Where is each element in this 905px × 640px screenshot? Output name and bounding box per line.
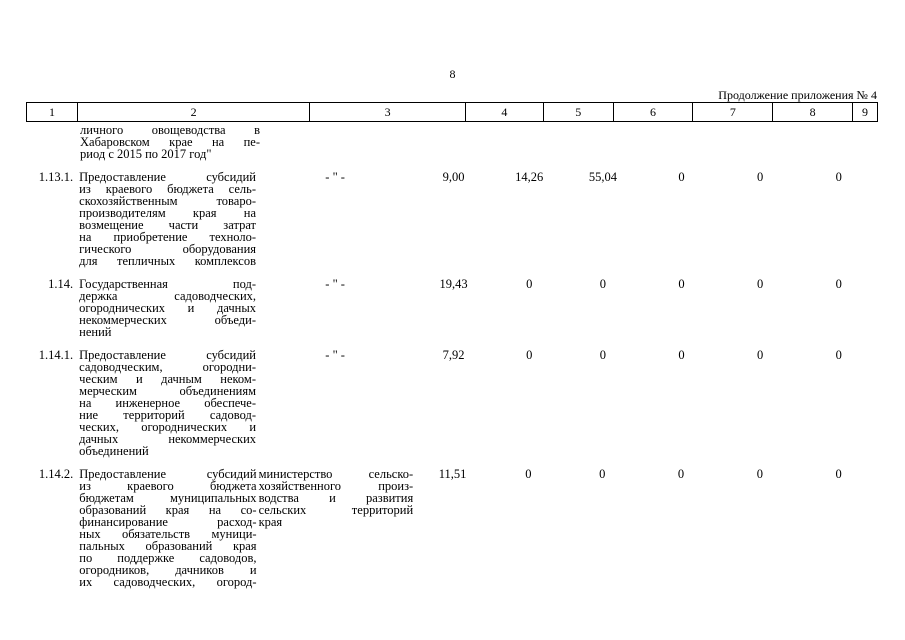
row-name: [80, 124, 260, 160]
value-col-4: 9,00: [442, 170, 465, 184]
table-row: [26, 349, 878, 457]
name-line: ние территорий садовод-: [79, 408, 257, 422]
name-line: дачных некоммерческих: [79, 432, 257, 446]
name-line: производителям края на: [79, 206, 257, 220]
name-line: личного овощеводства в: [80, 123, 260, 137]
header-col-6: 6: [614, 103, 694, 121]
header-col-4: 4: [466, 103, 544, 121]
value-col-9: 0: [835, 467, 842, 481]
table-row: [26, 171, 878, 267]
value-col-6: 55,04: [588, 170, 617, 184]
value-col-5: 0: [525, 467, 532, 481]
name-line: Предоставление субсидий: [79, 170, 257, 184]
name-line: объединений: [79, 444, 149, 458]
name-line: огороднических и дачных: [79, 301, 257, 315]
header-col-7: 7: [693, 103, 773, 121]
value-col-8: 0: [756, 467, 763, 481]
table-body: [26, 124, 878, 599]
name-line: нений: [79, 325, 112, 339]
table-row-continued: [26, 124, 878, 160]
value-col-8: 0: [756, 348, 764, 362]
page-number: 8: [449, 67, 456, 81]
header-col-3: 3: [310, 103, 466, 121]
row-executor: - " -: [325, 170, 345, 184]
name-line: по поддержке садоводов,: [79, 551, 257, 565]
name-line: их садоводческих, огород-: [79, 575, 257, 589]
row-number: 1.14.1.: [38, 348, 74, 362]
name-line: финансирование расход-: [79, 515, 257, 529]
value-col-8: 0: [756, 277, 764, 291]
name-line: на инженерное обеспече-: [79, 396, 257, 410]
name-line: Предоставление субсидий: [79, 348, 257, 362]
name-line: для тепличных комплексов: [79, 254, 257, 268]
value-col-4: 11,51: [438, 467, 467, 481]
value-col-7: 0: [677, 467, 685, 481]
value-col-7: 0: [678, 277, 685, 291]
name-line: мерческим объединениям: [79, 384, 257, 398]
name-line: Государственная под-: [79, 277, 257, 291]
row-executor: - " -: [325, 277, 345, 291]
value-col-6: 0: [599, 348, 607, 362]
header-col-9: 9: [862, 105, 869, 119]
table-header: [26, 102, 878, 122]
value-col-6: 0: [599, 277, 607, 291]
name-line: образований края на со-: [79, 503, 257, 517]
header-col-8: 8: [773, 103, 853, 121]
name-line: на приобретение техноло-: [79, 230, 257, 244]
name-line: садоводческим, огородни-: [79, 360, 257, 374]
value-col-5: 0: [526, 348, 533, 362]
name-line: скохозяйственным товаро-: [79, 194, 257, 208]
row-name: [79, 171, 256, 267]
table-row: [26, 278, 878, 338]
row-name: [79, 278, 256, 338]
value-col-5: 14,26: [515, 170, 544, 184]
value-col-6: 0: [599, 467, 606, 481]
row-name: [79, 468, 256, 588]
name-line: пальных образований края: [79, 539, 257, 553]
name-line: ческим и дачным неком-: [79, 372, 257, 386]
executor-line: министерство сельско-: [258, 467, 414, 481]
value-col-9: 0: [835, 170, 842, 184]
continuation-label: Продолжение приложения № 4: [718, 88, 877, 102]
name-line: Предоставление субсидий: [79, 467, 257, 481]
name-line: из краевого бюджета: [79, 479, 257, 493]
row-name: [79, 349, 256, 457]
executor-line: края: [258, 515, 283, 529]
row-number: 1.14.2.: [38, 467, 74, 481]
executor-line: хозяйственного произ-: [258, 479, 414, 493]
table-row: [26, 468, 878, 588]
header-col-5: 5: [544, 103, 614, 121]
name-line: Хабаровском крае на пе-: [80, 135, 260, 149]
value-col-7: 0: [678, 348, 685, 362]
value-col-9: 0: [835, 277, 842, 291]
name-line: некоммерческих объеди-: [79, 313, 257, 327]
value-col-9: 0: [835, 348, 842, 362]
name-line: гического оборудования: [79, 242, 257, 256]
name-line: риод с 2015 по 2017 год": [80, 147, 212, 161]
name-line: держка садоводческих,: [79, 289, 257, 303]
value-col-8: 0: [756, 170, 764, 184]
row-number: 1.14.: [48, 277, 74, 291]
value-col-4: 7,92: [442, 348, 465, 362]
value-col-7: 0: [678, 170, 685, 184]
row-executor: [259, 468, 414, 588]
name-line: возмещение части затрат: [79, 218, 257, 232]
header-col-2: 2: [78, 103, 310, 121]
name-line: из краевого бюджета сель-: [79, 182, 257, 196]
name-line: ных обязательств муници-: [79, 527, 257, 541]
row-number: [26, 124, 78, 160]
row-executor: - " -: [325, 348, 345, 362]
name-line: огородников, дачников и: [79, 563, 257, 577]
value-col-5: 0: [526, 277, 533, 291]
executor-line: сельских территорий: [258, 503, 414, 517]
executor-line: водства и развития: [258, 491, 414, 505]
name-line: ческих, огороднических и: [79, 420, 257, 434]
name-line: бюджетам муниципальных: [79, 491, 257, 505]
row-number: 1.13.1.: [38, 170, 74, 184]
value-col-4: 19,43: [439, 277, 468, 291]
header-col-1: 1: [27, 103, 78, 121]
